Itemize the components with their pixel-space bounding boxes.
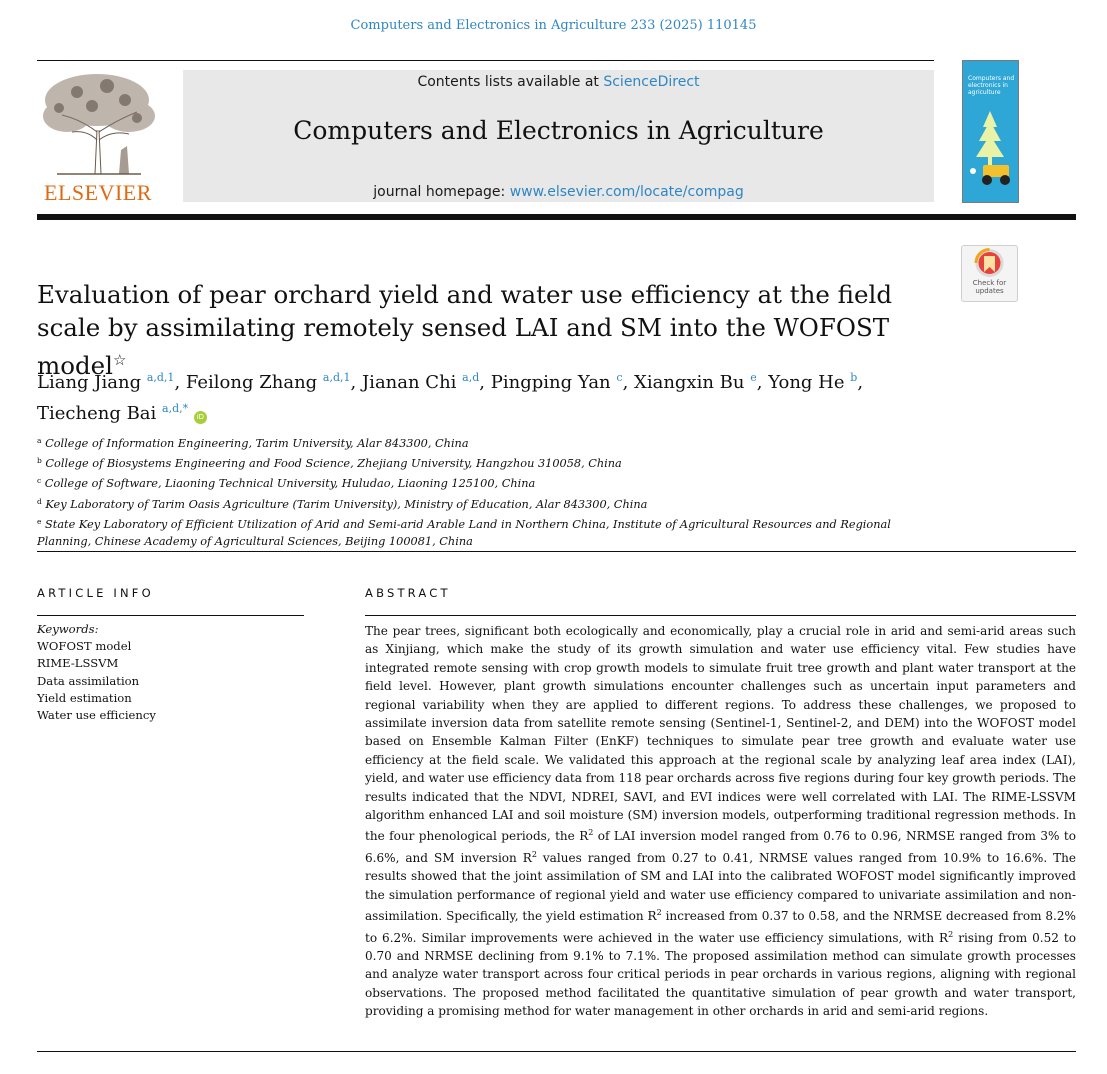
affiliation-text: College of Software, Liaoning Technical University, Huludao, Liaoning 125100, China [44,477,536,491]
article-info-rule [37,615,304,616]
keyword-item: RIME-LSSVM [37,656,119,671]
title-footnote-marker[interactable]: ☆ [113,351,127,369]
affiliation-list [37,432,942,550]
contents-prefix: Contents lists available at [417,74,604,90]
abstract-segment: rising from 0.52 to 0.70 and NRMSE declining from 9.1% to 7.1%. The proposed assimilation method can simulate growth processes and analyze water transport across four critical periods in pear orchards in various regions, aligning with regional observations. The proposed method facilitated the quantitative simulation of pear growth and water transport, providing a promising method for water management in other orchards in arid and semi-arid regions. [365,930,1077,1019]
publisher-name: ELSEVIER [44,180,152,205]
journal-masthead [183,70,934,202]
homepage-prefix: journal homepage: [373,184,510,200]
author-affiliation-marker[interactable]: e [750,371,757,384]
abstract-segment: The pear trees, significant both ecologically and economically, play a crucial role in arid and semi-arid areas such as Xinjiang, which make the study of its growth simulation and water use efficiency vital. Few studies have integrated remote sensing with crop growth models to simulate fruit tree growth and plant water transport at the field level. However, plant growth simulations encounter challenges such as uncertain input parameters and regional variability when they are applied to different regions. To address these challenges, we proposed to assimilate inversion data from satellite remote sensing (Sentinel-1, Sentinel-2, and DEM) into the WOFOST model based on Ensemble Kalman Filter (EnKF) techniques to simulate pear tree growth and evaluate water use efficiency at the field scale. We validated this approach at the regional scale by analyzing leaf area index (LAI), yield, and water use efficiency data from 118 pear orchards across five regions during four key growth periods. The results indicated that the NDVI, NDREI, SAVI, and EVI indices were well correlated with LAI. The RIME-LSSVM algorithm enhanced LAI and soil moisture (SM) inversion models, outperforming traditional regression methods. In the four phenological periods, the R [365,624,1076,844]
author-name[interactable]: Xiangxin Bu [634,372,745,393]
check-for-updates-button[interactable] [961,245,1018,302]
author-affiliation-marker[interactable]: c [616,371,623,384]
author-name[interactable]: Feilong Zhang [185,372,318,393]
affiliation-item [37,452,942,472]
affiliation-item [37,432,942,452]
keywords-block [37,621,304,724]
article-title: Evaluation of pear orchard yield and water use efficiency at the field scale by assimilating remotely sensed LAI and SM into the WOFOST model [37,280,893,381]
abstract-heading: ABSTRACT [365,586,451,600]
superscript-two: 2 [531,849,537,859]
author-affiliation-marker[interactable]: a,d,* [162,402,189,415]
abstract-text [365,622,1076,1021]
author-list: Liang Jiang $^{a,d,1}$, Feilong Zhang $^{a,d,1}$, Jianan Chi $^{a,d}$, Pingping Yan $^c$, Xiangxin Bu $^e$, Yong He $^b$, Tiecheng Bai $^{a,d,*}$ iD [37,371,864,424]
affiliation-item [37,493,942,513]
check-updates-label: Check for updates [972,279,1007,295]
homepage-link[interactable]: www.elsevier.com/locate/compag [509,184,744,200]
footer-rule [37,1051,1076,1052]
keyword-item: Data assimilation [37,673,140,688]
affiliation-text: College of Biosystems Engineering and Food Science, Zhejiang University, Hangzhou 310058, China [45,457,622,471]
cover-title: Computers and electronics in agriculture [968,75,1015,96]
orcid-icon[interactable]: iD [194,411,207,424]
affiliation-text: State Key Laboratory of Efficient Utilization of Arid and Semi-arid Arable Land in Northern China, Institute of Agricultural Resources and Regional Planning, Chinese Academy of Agricultural Sciences, Beijing 100081, China [37,517,891,549]
author-affiliation-marker[interactable]: a,d [462,371,480,384]
affiliation-key: d [37,496,42,506]
section-divider [37,551,1076,552]
sciencedirect-link[interactable]: ScienceDirect [603,74,700,90]
superscript-two: 2 [588,828,594,838]
article-info-heading: ARTICLE INFO [37,586,154,600]
affiliation-key: e [37,516,42,526]
affiliation-text: Key Laboratory of Tarim Oasis Agriculture (Tarim University), Ministry of Education, Alar 843300, China [45,497,648,511]
abstract-segment: of LAI inversion model ranged from 0.76 to 0.96, NRMSE ranged from 3% to 6.6%, and SM inversion R [365,829,1076,865]
journal-title[interactable]: Computers and Electronics in Agriculture [293,116,824,145]
journal-citation[interactable]: Computers and Electronics in Agriculture 233 (2025) 110145 [350,18,757,33]
author-name[interactable]: Pingping Yan [490,372,611,393]
affiliation-key: b [37,456,42,466]
author-name[interactable]: Tiecheng Bai [37,403,157,424]
keyword-item: WOFOST model [37,639,132,654]
affiliation-key: c [37,476,42,486]
affiliation-item [37,472,942,492]
superscript-two: 2 [656,908,662,918]
journal-homepage-line [183,184,934,200]
abstract-rule [365,615,1076,616]
keywords-label: Keywords: [37,622,99,636]
author-name[interactable]: Liang Jiang [37,372,142,393]
abstract-segment: increased from 0.37 to 0.58, and the NRMSE decreased from 8.2% to 6.2%. Similar improvements were achieved in the water use efficiency simulations, with R [365,909,1076,945]
header-rule [37,60,934,61]
author-name[interactable]: Jianan Chi [361,372,457,393]
affiliation-key: a [37,436,42,445]
affiliation-item [37,513,942,550]
check-updates-icon [962,246,1017,280]
tree-emblem-icon [37,70,159,178]
author-affiliation-marker[interactable]: b [850,371,858,384]
elsevier-logo[interactable] [37,70,159,206]
keyword-item: Water use efficiency [37,708,156,723]
author-affiliation-marker[interactable]: a,d,1 [146,371,175,384]
superscript-two: 2 [948,929,954,939]
author-name[interactable]: Yong He [768,372,845,393]
contents-available-line [183,74,934,90]
cover-art-icon [963,61,1018,202]
abstract-segment: values ranged from 0.27 to 0.41, NRMSE values ranged from 10.9% to 16.6%. The results showed that the joint assimilation of SM and LAI into the calibrated WOFOST model significantly improved the simulation performance of regional yield and water use efficiency compared to univariate assimilation and non-assimilation. Specifically, the yield estimation R [365,850,1076,924]
header-thick-rule [37,214,1076,220]
author-affiliation-marker[interactable]: a,d,1 [322,371,351,384]
affiliation-text: College of Information Engineering, Tarim University, Alar 843300, China [45,437,469,450]
journal-cover-thumbnail[interactable] [962,60,1019,203]
keyword-item: Yield estimation [37,690,132,705]
